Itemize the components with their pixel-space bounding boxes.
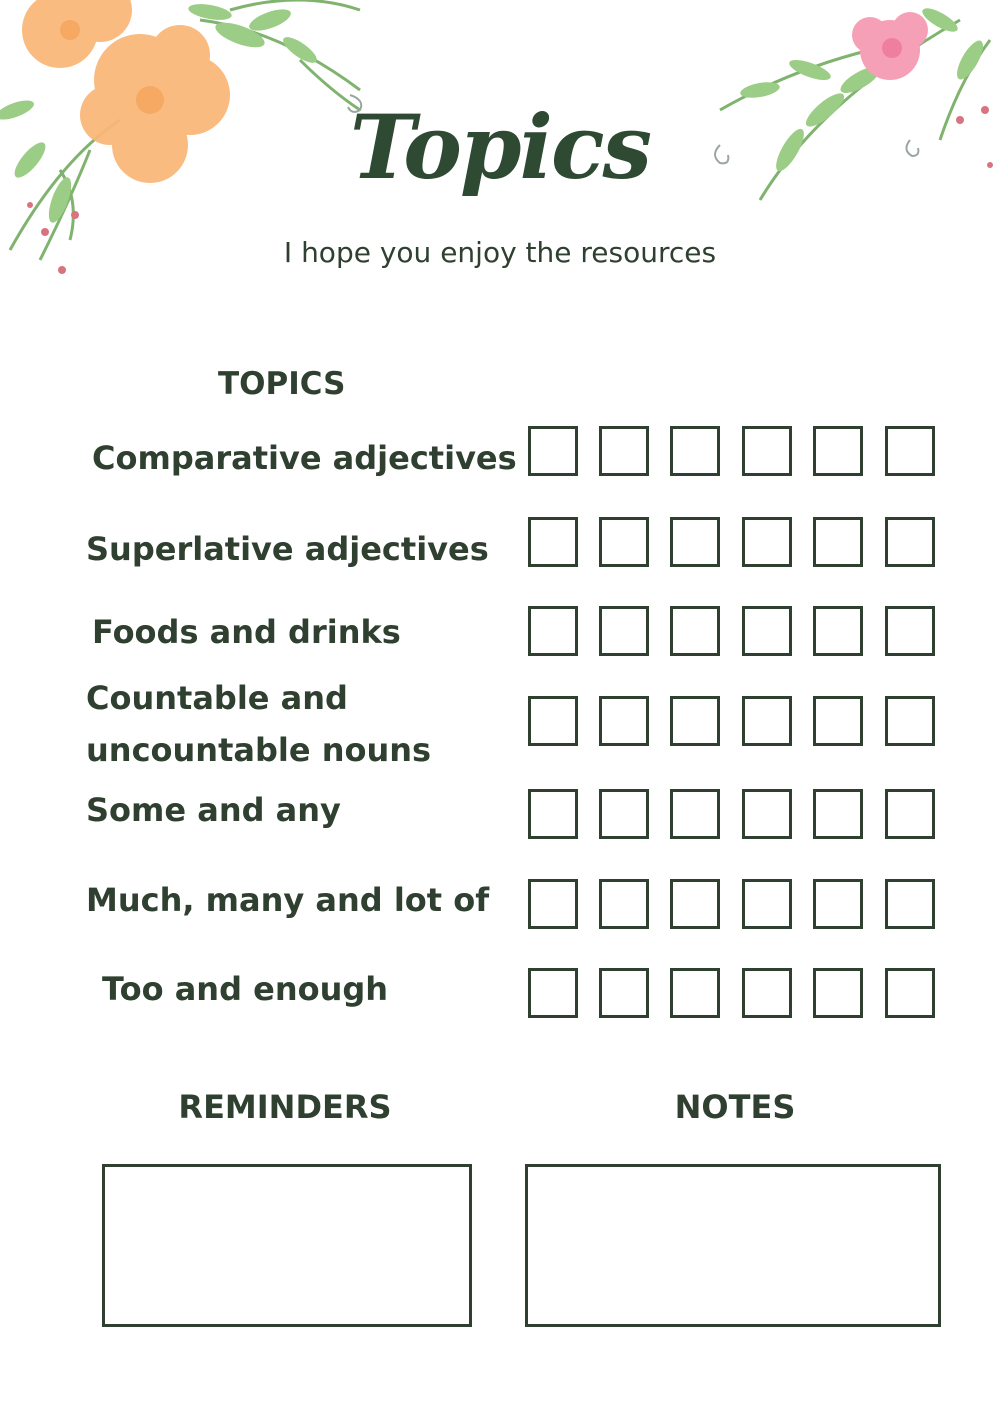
topic-checkbox[interactable]	[885, 517, 935, 567]
notes-box[interactable]	[525, 1164, 941, 1327]
topic-checkbox[interactable]	[670, 879, 720, 929]
topic-checkbox[interactable]	[742, 606, 792, 656]
topic-checkbox[interactable]	[670, 606, 720, 656]
reminders-box[interactable]	[102, 1164, 472, 1327]
topic-label: Some and any	[86, 791, 341, 829]
topic-checkbox[interactable]	[885, 606, 935, 656]
topic-checkbox[interactable]	[528, 696, 578, 746]
topic-checkbox[interactable]	[742, 426, 792, 476]
page-subtitle: I hope you enjoy the resources	[283, 236, 717, 269]
page-title: Topics	[349, 95, 651, 199]
topic-checkbox[interactable]	[813, 968, 863, 1018]
topic-checkbox[interactable]	[813, 696, 863, 746]
topic-checkbox[interactable]	[885, 426, 935, 476]
topic-checkbox[interactable]	[742, 789, 792, 839]
topic-label: Superlative adjectives	[86, 530, 489, 568]
topic-label: Too and enough	[102, 970, 389, 1008]
topic-checkbox[interactable]	[528, 968, 578, 1018]
topic-checkbox[interactable]	[528, 789, 578, 839]
topics-heading: TOPICS	[218, 366, 346, 402]
topic-checkbox[interactable]	[813, 426, 863, 476]
topic-checkbox[interactable]	[599, 968, 649, 1018]
topic-checkbox[interactable]	[599, 879, 649, 929]
topic-checkbox[interactable]	[670, 789, 720, 839]
topic-checkbox[interactable]	[599, 696, 649, 746]
topic-checkbox[interactable]	[742, 879, 792, 929]
topic-checkbox[interactable]	[599, 426, 649, 476]
topic-checkbox[interactable]	[670, 968, 720, 1018]
topic-checkbox[interactable]	[528, 517, 578, 567]
topic-checkbox[interactable]	[599, 606, 649, 656]
topic-checkbox[interactable]	[528, 879, 578, 929]
notes-heading: NOTES	[674, 1088, 796, 1126]
topic-checkbox[interactable]	[742, 696, 792, 746]
topic-checkbox[interactable]	[813, 789, 863, 839]
topic-checkbox[interactable]	[813, 606, 863, 656]
reminders-heading: REMINDERS	[178, 1088, 392, 1126]
topic-checkbox[interactable]	[670, 696, 720, 746]
topic-checkbox[interactable]	[528, 426, 578, 476]
topic-checkbox[interactable]	[599, 517, 649, 567]
topic-label: Foods and drinks	[92, 613, 401, 651]
topic-checkbox[interactable]	[742, 968, 792, 1018]
topic-checkbox[interactable]	[670, 426, 720, 476]
topic-checkbox[interactable]	[885, 968, 935, 1018]
topic-checkbox[interactable]	[885, 789, 935, 839]
topic-checkbox[interactable]	[885, 696, 935, 746]
topic-checkbox[interactable]	[813, 517, 863, 567]
topic-checkbox[interactable]	[670, 517, 720, 567]
topic-checkbox[interactable]	[813, 879, 863, 929]
topic-checkbox[interactable]	[742, 517, 792, 567]
topic-checkbox[interactable]	[885, 879, 935, 929]
topic-checkbox[interactable]	[599, 789, 649, 839]
topic-label: Countable and uncountable nouns	[86, 679, 432, 769]
topic-label: Much, many and lot of	[86, 881, 490, 919]
topic-checkbox[interactable]	[528, 606, 578, 656]
topic-label: Comparative adjectives	[92, 439, 517, 477]
